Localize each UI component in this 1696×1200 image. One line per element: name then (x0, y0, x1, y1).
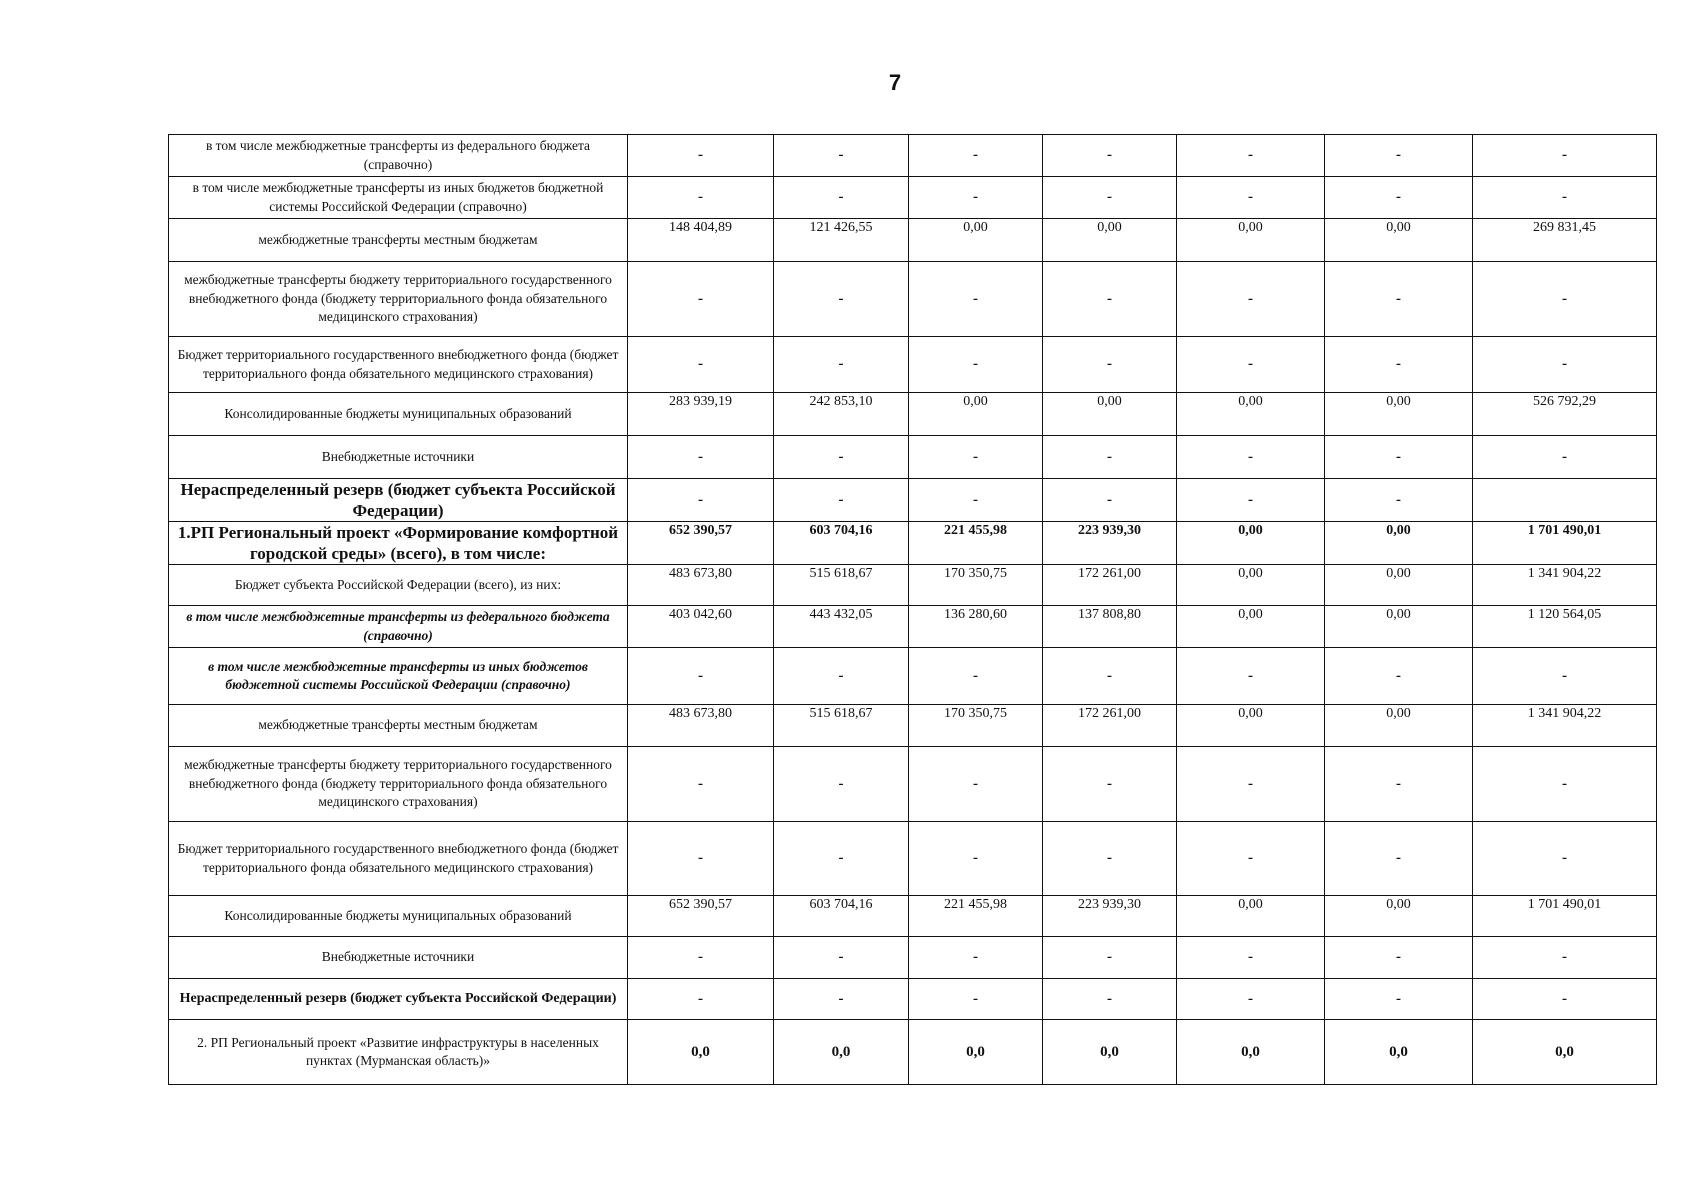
table-row (169, 337, 1657, 393)
value-cell: - (1325, 648, 1473, 705)
table-row (169, 822, 1657, 896)
value-cell: 1 120 564,05 (1473, 606, 1657, 648)
value-cell: 0,0 (1473, 1020, 1657, 1085)
value-cell: 223 939,30 (1043, 896, 1177, 937)
row-label: в том числе межбюджетные трансферты из иных бюджетов бюджетной системы Российской Федерации (справочно) (169, 648, 628, 705)
value-cell: - (1325, 337, 1473, 393)
row-label: в том числе межбюджетные трансферты из иных бюджетов бюджетной системы Российской Федерации (справочно) (169, 177, 628, 219)
value-cell: 136 280,60 (909, 606, 1043, 648)
value-cell: 148 404,89 (628, 219, 774, 262)
value-cell: - (909, 479, 1043, 522)
value-cell: - (628, 822, 774, 896)
value-cell: - (1177, 337, 1325, 393)
value-cell: 221 455,98 (909, 522, 1043, 565)
value-cell: - (1473, 262, 1657, 337)
value-cell: - (1177, 747, 1325, 822)
table-row (169, 393, 1657, 436)
row-label: Бюджет субъекта Российской Федерации (всего), из них: (169, 565, 628, 606)
value-cell: - (1473, 937, 1657, 979)
table-row (169, 219, 1657, 262)
value-cell: - (1177, 937, 1325, 979)
value-cell: 223 939,30 (1043, 522, 1177, 565)
table-row (169, 135, 1657, 177)
value-cell: 0,00 (1325, 705, 1473, 747)
value-cell: - (1473, 337, 1657, 393)
value-cell: - (1473, 648, 1657, 705)
value-cell: 1 701 490,01 (1473, 896, 1657, 937)
value-cell: - (1177, 177, 1325, 219)
value-cell: - (1043, 937, 1177, 979)
value-cell: 0,00 (1177, 606, 1325, 648)
value-cell: - (774, 177, 909, 219)
value-cell: - (909, 979, 1043, 1020)
value-cell: - (774, 262, 909, 337)
value-cell: 0,00 (909, 219, 1043, 262)
value-cell: 121 426,55 (774, 219, 909, 262)
value-cell: - (628, 436, 774, 479)
value-cell: - (628, 479, 774, 522)
value-cell: 269 831,45 (1473, 219, 1657, 262)
table-row (169, 896, 1657, 937)
value-cell: - (774, 479, 909, 522)
value-cell: - (1043, 979, 1177, 1020)
value-cell: - (1177, 262, 1325, 337)
value-cell: 603 704,16 (774, 896, 909, 937)
table-row (169, 262, 1657, 337)
value-cell: 1 341 904,22 (1473, 705, 1657, 747)
table-row (169, 747, 1657, 822)
value-cell: - (1043, 436, 1177, 479)
value-cell: - (774, 937, 909, 979)
row-label: Нераспределенный резерв (бюджет субъекта Российской Федерации) (169, 979, 628, 1020)
value-cell: - (1473, 822, 1657, 896)
row-label: Консолидированные бюджеты муниципальных образований (169, 896, 628, 937)
value-cell: - (1473, 979, 1657, 1020)
value-cell: - (774, 337, 909, 393)
table-row (169, 565, 1657, 606)
value-cell: - (1177, 436, 1325, 479)
value-cell: - (628, 979, 774, 1020)
value-cell: 0,00 (909, 393, 1043, 436)
value-cell: - (909, 436, 1043, 479)
value-cell: 515 618,67 (774, 705, 909, 747)
row-label: Бюджет территориального государственного внебюджетного фонда (бюджет территориального фонда обязательного медицинского страхования) (169, 822, 628, 896)
value-cell (1473, 479, 1657, 522)
value-cell: 0,00 (1043, 219, 1177, 262)
value-cell: - (628, 177, 774, 219)
value-cell: - (909, 262, 1043, 337)
table-row (169, 1020, 1657, 1085)
value-cell: - (628, 337, 774, 393)
value-cell: 283 939,19 (628, 393, 774, 436)
value-cell: - (1325, 177, 1473, 219)
row-label: Консолидированные бюджеты муниципальных образований (169, 393, 628, 436)
value-cell: 0,00 (1325, 565, 1473, 606)
value-cell: 526 792,29 (1473, 393, 1657, 436)
value-cell: 0,0 (909, 1020, 1043, 1085)
value-cell: - (1473, 747, 1657, 822)
table-row (169, 648, 1657, 705)
value-cell: - (628, 648, 774, 705)
budget-table (168, 134, 1657, 1085)
value-cell: 242 853,10 (774, 393, 909, 436)
value-cell: 172 261,00 (1043, 565, 1177, 606)
value-cell: - (774, 747, 909, 822)
value-cell: - (1043, 822, 1177, 896)
value-cell: 443 432,05 (774, 606, 909, 648)
value-cell: 0,00 (1177, 565, 1325, 606)
table-row (169, 177, 1657, 219)
row-label: межбюджетные трансферты бюджету территориального государственного внебюджетного фонда (бюджету территориального фонда обязательного медицинского страхования) (169, 747, 628, 822)
value-cell: - (909, 337, 1043, 393)
value-cell: - (1325, 436, 1473, 479)
row-label: в том числе межбюджетные трансферты из федерального бюджета (справочно) (169, 135, 628, 177)
row-label: в том числе межбюджетные трансферты из федерального бюджета (справочно) (169, 606, 628, 648)
value-cell: 0,00 (1177, 219, 1325, 262)
value-cell: 1 341 904,22 (1473, 565, 1657, 606)
value-cell: - (1325, 979, 1473, 1020)
value-cell: - (1043, 337, 1177, 393)
row-label: Внебюджетные источники (169, 937, 628, 979)
value-cell: 0,00 (1177, 522, 1325, 565)
value-cell: 0,0 (1325, 1020, 1473, 1085)
row-label: межбюджетные трансферты бюджету территориального государственного внебюджетного фонда (бюджету территориального фонда обязательного медицинского страхования) (169, 262, 628, 337)
value-cell: - (909, 822, 1043, 896)
row-label: межбюджетные трансферты местным бюджетам (169, 219, 628, 262)
value-cell: - (628, 135, 774, 177)
value-cell: 0,00 (1325, 219, 1473, 262)
value-cell: - (1325, 747, 1473, 822)
value-cell: 1 701 490,01 (1473, 522, 1657, 565)
value-cell: 0,0 (628, 1020, 774, 1085)
table-row (169, 522, 1657, 565)
value-cell: - (1043, 747, 1177, 822)
value-cell: - (774, 135, 909, 177)
value-cell: 0,00 (1325, 522, 1473, 565)
value-cell: - (1043, 135, 1177, 177)
value-cell: - (1325, 822, 1473, 896)
value-cell: - (1325, 262, 1473, 337)
value-cell: - (1473, 177, 1657, 219)
value-cell: - (1043, 177, 1177, 219)
value-cell: - (1177, 822, 1325, 896)
value-cell: - (774, 979, 909, 1020)
table-row (169, 606, 1657, 648)
table-row (169, 937, 1657, 979)
value-cell: 170 350,75 (909, 565, 1043, 606)
table-row (169, 979, 1657, 1020)
value-cell: 0,0 (774, 1020, 909, 1085)
value-cell: 221 455,98 (909, 896, 1043, 937)
row-label: межбюджетные трансферты местным бюджетам (169, 705, 628, 747)
value-cell: 652 390,57 (628, 522, 774, 565)
value-cell: 483 673,80 (628, 705, 774, 747)
row-label: 1.РП Региональный проект «Формирование комфортной городской среды» (всего), в том числе: (169, 522, 628, 565)
value-cell: 483 673,80 (628, 565, 774, 606)
value-cell: - (909, 135, 1043, 177)
value-cell: 0,0 (1177, 1020, 1325, 1085)
value-cell: - (1325, 135, 1473, 177)
value-cell: 137 808,80 (1043, 606, 1177, 648)
table-row (169, 479, 1657, 522)
value-cell: - (628, 262, 774, 337)
value-cell: 603 704,16 (774, 522, 909, 565)
value-cell: 0,0 (1043, 1020, 1177, 1085)
row-label: Бюджет территориального государственного внебюджетного фонда (бюджет территориального фонда обязательного медицинского страхования) (169, 337, 628, 393)
value-cell: 0,00 (1325, 393, 1473, 436)
value-cell: - (1177, 979, 1325, 1020)
value-cell: 515 618,67 (774, 565, 909, 606)
value-cell: - (909, 747, 1043, 822)
value-cell: - (909, 177, 1043, 219)
value-cell: 172 261,00 (1043, 705, 1177, 747)
value-cell: - (1473, 436, 1657, 479)
value-cell: - (774, 648, 909, 705)
row-label: Нераспределенный резерв (бюджет субъекта Российской Федерации) (169, 479, 628, 522)
page-number: 7 (888, 70, 902, 95)
table-row (169, 436, 1657, 479)
value-cell: - (1043, 479, 1177, 522)
value-cell: - (1177, 135, 1325, 177)
value-cell: - (1177, 479, 1325, 522)
value-cell: - (1473, 135, 1657, 177)
table-row (169, 705, 1657, 747)
row-label: 2. РП Региональный проект «Развитие инфраструктуры в населенных пунктах (Мурманская область)» (169, 1020, 628, 1085)
value-cell: 403 042,60 (628, 606, 774, 648)
value-cell: 0,00 (1177, 896, 1325, 937)
value-cell: 0,00 (1043, 393, 1177, 436)
value-cell: - (1177, 648, 1325, 705)
value-cell: 0,00 (1325, 896, 1473, 937)
value-cell: - (909, 937, 1043, 979)
value-cell: 0,00 (1325, 606, 1473, 648)
value-cell: - (909, 648, 1043, 705)
value-cell: - (1325, 479, 1473, 522)
row-label: Внебюджетные источники (169, 436, 628, 479)
value-cell: - (628, 747, 774, 822)
value-cell: 0,00 (1177, 705, 1325, 747)
value-cell: - (1043, 262, 1177, 337)
value-cell: - (1043, 648, 1177, 705)
value-cell: - (774, 436, 909, 479)
value-cell: 0,00 (1177, 393, 1325, 436)
value-cell: 170 350,75 (909, 705, 1043, 747)
value-cell: 652 390,57 (628, 896, 774, 937)
value-cell: - (628, 937, 774, 979)
value-cell: - (1325, 937, 1473, 979)
value-cell: - (774, 822, 909, 896)
